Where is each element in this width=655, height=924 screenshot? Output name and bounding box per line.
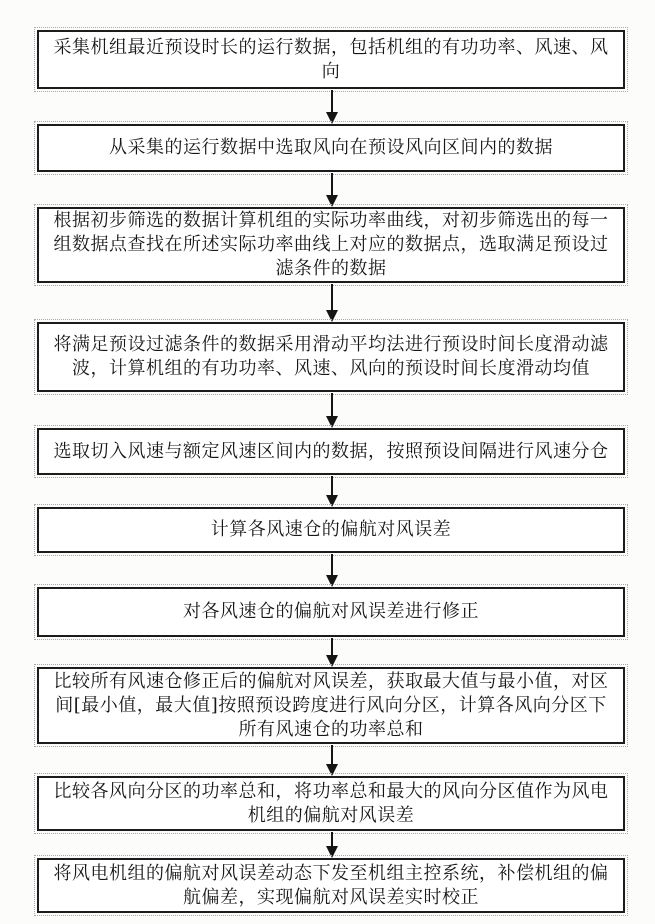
arrow-down-icon (326, 764, 338, 776)
flow-step-4 (37, 322, 625, 392)
arrow-down-icon (326, 112, 338, 124)
flow-step-1-text: 采集机组最近预设时长的运行数据，包括机组的有功功率、风速、风向 (53, 36, 609, 82)
flow-step-6 (37, 507, 625, 553)
down-arrow-7 (325, 638, 339, 667)
flow-step-7 (37, 587, 625, 637)
down-arrow-1 (325, 90, 339, 124)
flow-step-9-text: 比较各风向分区的功率总和，将功率总和最大的风向分区值作为风电机组的偏航对风误差 (53, 780, 609, 826)
flow-step-4-text: 将满足预设过滤条件的数据采用滑动平均法进行预设时间长度滑动滤波，计算机组的有功功率、风速、风向的预设时间长度滑动均值 (53, 334, 609, 379)
flow-step-10 (37, 858, 625, 913)
arrow-down-icon (326, 416, 338, 428)
flow-step-1 (37, 30, 625, 89)
down-arrow-5 (325, 476, 339, 507)
flow-step-3-text: 根据初步筛选的数据计算机组的实际功率曲线，对初步筛选出的每一组数据点查找在所述实际功率曲线上对应的数据点，选取满足预设过滤条件的数据 (53, 210, 609, 279)
flow-step-8-text: 比较所有风速仓修正后的偏航对风误差，获取最大值与最小值，对区间[最小值，最大值]按照预设跨度进行风向分区，计算各风向分区下所有风速仓的功率总和 (53, 670, 609, 740)
flow-step-10-text: 将风电机组的偏航对风误差动态下发至机组主控系统，补偿机组的偏航偏差，实现偏航对风误差实时校正 (53, 862, 609, 908)
arrow-down-icon (326, 655, 338, 667)
flow-step-2-text: 从采集的运行数据中选取风向在预设风向区间内的数据 (109, 137, 553, 158)
flow-step-9 (37, 776, 625, 831)
down-arrow-4 (325, 393, 339, 428)
flow-step-2 (37, 124, 625, 172)
down-arrow-3 (325, 284, 339, 322)
arrow-down-icon (326, 575, 338, 587)
flow-step-6-text: 计算各风速仓的偏航对风误差 (210, 519, 452, 540)
arrow-down-icon (326, 195, 338, 207)
arrow-down-icon (326, 495, 338, 507)
down-arrow-2 (325, 173, 339, 207)
down-arrow-6 (325, 554, 339, 587)
flow-step-7-text: 对各风速仓的偏航对风误差进行修正 (183, 601, 479, 622)
down-arrow-9 (325, 832, 339, 858)
down-arrow-8 (325, 745, 339, 776)
flow-step-5-text: 选取切入风速与额定风速区间内的数据，按照预设间隔进行风速分仓 (53, 440, 609, 462)
flow-step-8 (37, 667, 625, 744)
arrow-down-icon (326, 310, 338, 322)
arrow-down-icon (326, 846, 338, 858)
flow-step-3 (37, 207, 625, 283)
flow-step-5 (37, 428, 625, 475)
